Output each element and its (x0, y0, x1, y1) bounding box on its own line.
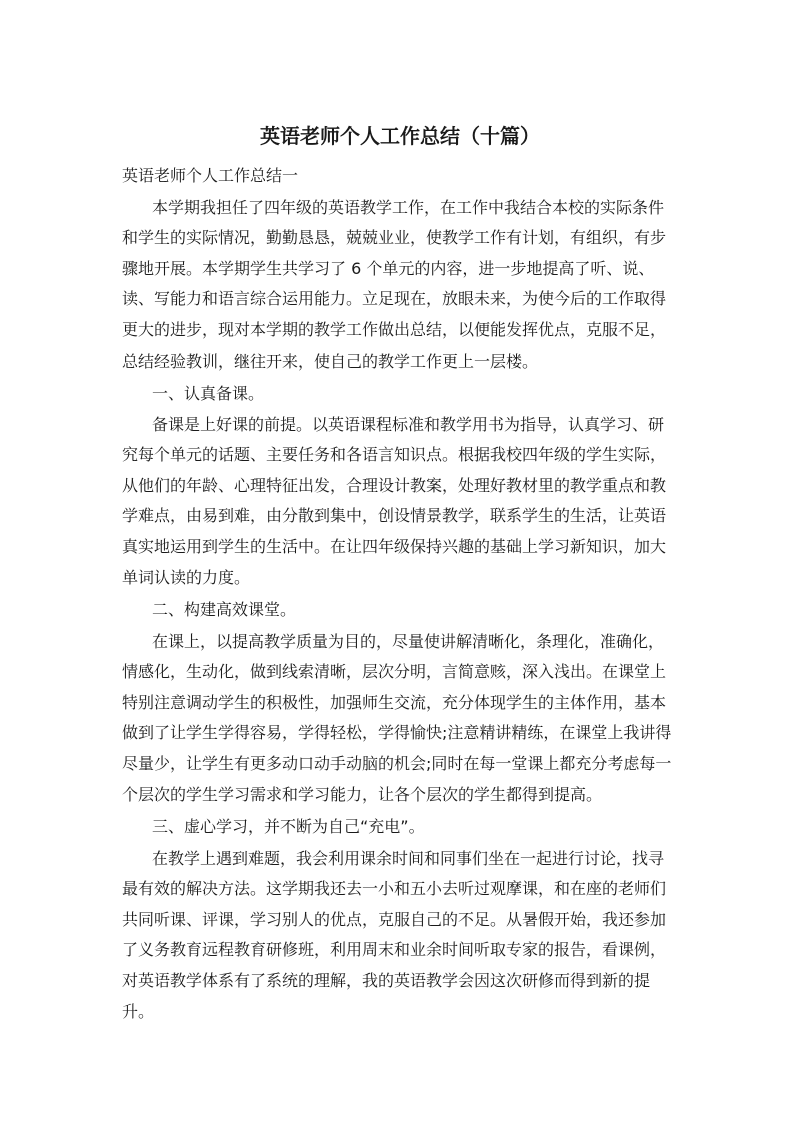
text-line: 情感化，生动化，做到线索清晰，层次分明，言简意赅，深入浅出。在课堂上 (122, 662, 667, 681)
text-line: 升。 (122, 1002, 155, 1021)
document-subtitle: 英语老师个人工作总结一 (122, 166, 299, 185)
section-heading: 三、虚心学习，并不断为自己“充电”。 (152, 817, 425, 836)
text-line: 和学生的实际情况，勤勤恳恳，兢兢业业，使教学工作有计划，有组织，有步 (122, 228, 667, 247)
text-line: 更大的进步，现对本学期的教学工作做出总结，以便能发挥优点，克服不足， (122, 320, 667, 339)
text-line: 特别注意调动学生的积极性，加强师生交流，充分体现学生的主体作用，基本 (122, 693, 667, 712)
text-line: 学难点，由易到难，由分散到集中，创设情景教学，联系学生的生活，让英语 (122, 506, 667, 525)
text-line: 尽量少，让学生有更多动口动手动脑的机会;同时在每一堂课上都充分考虑每一 (122, 754, 672, 773)
text-line: 骤地开展。本学期学生共学习了 6 个单元的内容，进一步地提高了听、说、 (122, 259, 655, 278)
section-heading: 一、认真备课。 (152, 384, 265, 403)
text-line: 从他们的年龄、心理特征出发，合理设计教案，处理好教材里的教学重点和教 (122, 476, 667, 495)
document-title: 英语老师个人工作总结（十篇） (260, 124, 540, 148)
text-line: 了义务教育远程教育研修班，利用周末和业余时间听取专家的报告，看课例， (122, 940, 667, 959)
text-line: 在教学上遇到难题，我会利用课余时间和同事们坐在一起进行讨论，找寻 (152, 849, 665, 868)
text-line: 总结经验教训，继往开来，使自己的教学工作更上一层楼。 (122, 352, 539, 371)
text-line: 共同听课、评课，学习别人的优点，克服自己的不足。从暑假开始，我还参加 (122, 910, 667, 929)
text-line: 个层次的学生学习需求和学习能力，让各个层次的学生都得到提高。 (122, 785, 603, 804)
text-line: 备课是上好课的前提。以英语课程标准和教学用书为指导，认真学习、研 (152, 415, 665, 434)
text-line: 单词认读的力度。 (122, 568, 251, 587)
text-line: 做到了让学生学得容易，学得轻松，学得愉快;注意精讲精练，在课堂上我讲得 (122, 723, 672, 742)
text-line: 最有效的解决方法。这学期我还去一小和五小去听过观摩课，和在座的老师们 (122, 879, 667, 898)
text-line: 读、写能力和语言综合运用能力。立足现在，放眼未来，为使今后的工作取得 (122, 289, 667, 308)
text-line: 究每个单元的话题、主要任务和各语言知识点。根据我校四年级的学生实际， (122, 445, 667, 464)
text-line: 真实地运用到学生的生活中。在让四年级保持兴趣的基础上学习新知识，加大 (122, 537, 667, 556)
text-line: 本学期我担任了四年级的英语教学工作，在工作中我结合本校的实际条件 (152, 198, 665, 217)
section-heading: 二、构建高效课堂。 (152, 600, 297, 619)
text-line: 对英语教学体系有了系统的理解，我的英语教学会因这次研修而得到新的提 (122, 971, 651, 990)
text-line: 在课上，以提高教学质量为目的，尽量使讲解清晰化，条理化，准确化， (152, 632, 665, 651)
